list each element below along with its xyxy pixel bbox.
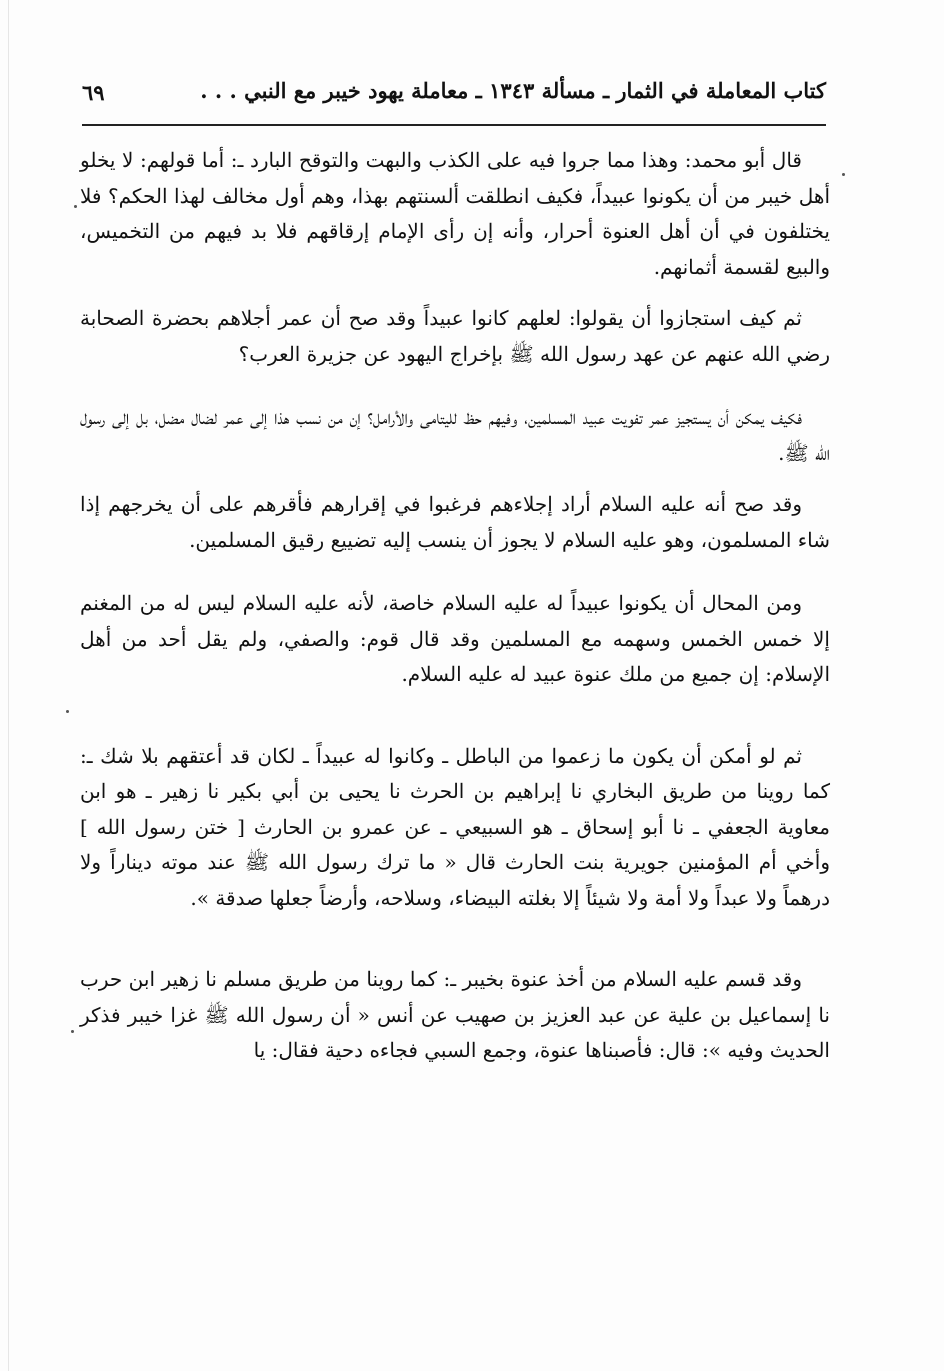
scan-speck bbox=[842, 173, 845, 176]
page-header bbox=[82, 78, 826, 118]
paragraph-2: ثم كيف استجازوا أن يقولوا: لعلهم كانوا عبيداً وقد صح أن عمر أجلاهم بحضرة الصحابة رضي الله عنهم عن عهد رسول الله ﷺ بإخراج اليهود عن جزيرة العرب؟ bbox=[80, 306, 830, 366]
running-title: كتاب المعاملة في الثمار ـ مسألة ١٣٤٣ ـ معاملة يهود خيبر مع النبي . . . bbox=[200, 78, 826, 103]
paragraph-6: ثم لو أمكن أن يكون ما زعموا من الباطل ـ وكانوا له عبيداً ـ لكان قد أعتقهم بلا شك ـ: كما روينا من طريق البخاري نا إبراهيم بن الحرث نا يحيى بن أبي بكير نا زهير ـ هو ابن معاوية الجعفي ـ نا أبو إسحاق ـ هو السبيعي ـ عن عمرو بن الحارث [ ختن رسول الله ] وأخي أم المؤمنين جويرية بنت الحارث قال « ما ترك رسول الله ﷺ عند موته ديناراً ولا درهماً ولا عبداً ولا أمة ولا شيئاً إلا بغلته البيضاء، وسلاحه، وأرضاً جعلها صدقة ». bbox=[80, 743, 830, 910]
scan-speck bbox=[66, 710, 69, 713]
scan-speck bbox=[74, 205, 77, 208]
paragraph-4: وقد صح أنه عليه السلام أراد إجلاءهم فرغبوا في إقرارهم فأقرهم على أن يخرجهم إذا شاء المسلمون، وهو عليه السلام لا يجوز أن ينسب إليه تضييع رقيق المسلمين. bbox=[80, 492, 830, 552]
paragraph-3: فكيف يمكن أن يستجيز عمر تفويت عبيد المسلمين، وفيهم حظ لليتامى والأرامل؟ إن من نسب هذا إلى عمر لضال مضل، بل إلى رسول الله ﷺ. bbox=[80, 405, 830, 465]
paragraph-1: قال أبو محمد: وهذا مما جروا فيه على الكذب والبهت والتوقح البارد ـ: أما قولهم: لا يخلو أهل خيبر من أن يكونوا عبيداً، فكيف انطلقت ألسنتهم بهذا، وهم أول مخالف لهذا الحكم؟ فلا يختلفون في أن أهل العنوة أحرار، وأنه إن رأى الإمام إرقاقهم فلا بد فيهم من التخميس، والبيع لقسمة أثمانهم. bbox=[80, 148, 830, 279]
page-edge-shadow bbox=[8, 0, 9, 1371]
paragraph-5: ومن المحال أن يكونوا عبيداً له عليه السلام خاصة، لأنه عليه السلام ليس له من المغنم إلا خمس الخمس وسهمه مع المسلمين وقد قال قوم: والصفي، ولم يقل أحد من أهل الإسلام: إن جميع من ملك عنوة عبيد له عليه السلام. bbox=[80, 591, 830, 686]
body-text bbox=[80, 143, 830, 1085]
paragraph-7: وقد قسم عليه السلام من أخذ عنوة بخيبر ـ: كما روينا من طريق مسلم نا زهير ابن حرب نا إسماعيل بن علية عن عبد العزيز بن صهيب عن أنس « أن رسول الله ﷺ غزا خيبر فذكر الحديث وفيه »: قال: فأصبناها عنوة، وجمع السبي فجاءه دحية فقال: يا bbox=[80, 967, 830, 1062]
scan-speck bbox=[71, 1030, 74, 1033]
header-rule bbox=[82, 124, 826, 126]
page-number: ٦٩ bbox=[82, 80, 105, 105]
